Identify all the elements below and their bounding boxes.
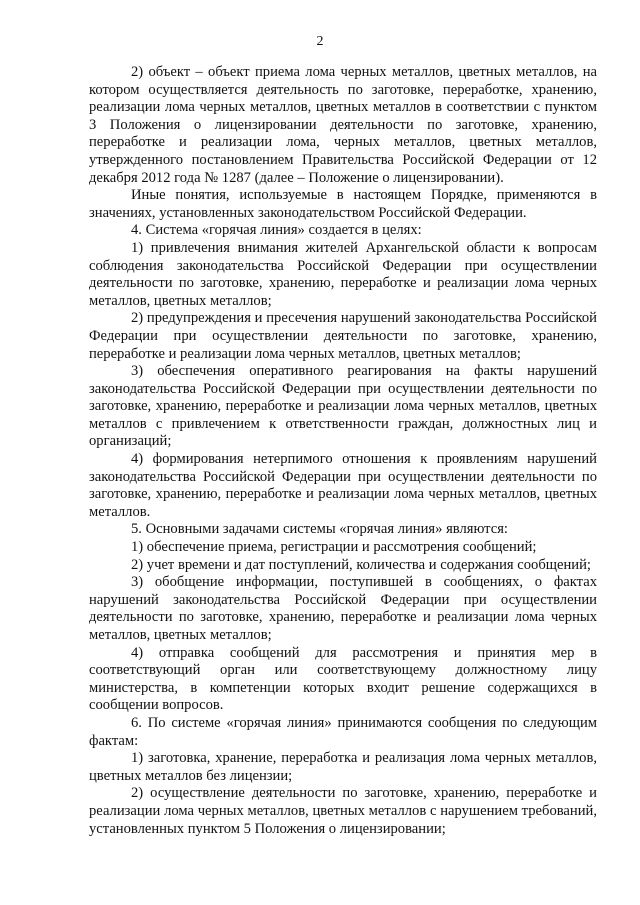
section-6-heading: 6. По системе «горячая линия» принимаются сообщения по следующим фактам:	[89, 714, 597, 749]
section-6-item-2: 2) осуществление деятельности по заготовке, хранению, переработке и реализации лома черных металлов, цветных металлов с нарушением требований, установленных пунктом 5 Положения о лицензировании;	[89, 785, 597, 837]
document-body	[89, 64, 597, 838]
section-4-item-3: 3) обеспечения оперативного реагирования на факты нарушений законодательства Российской Федерации при осуществлении деятельности по заготовке, хранению, переработке и реализации лома черных металлов, цветных металлов с привлечением к ответственности граждан, должностных лиц и организаций;	[89, 363, 597, 450]
section-4-heading: 4. Система «горячая линия» создается в целях:	[131, 222, 422, 239]
section-5-item-4: 4) отправка сообщений для рассмотрения и принятия мер в соответствующий орган или соответствующему должностному лицу министерства, в компетенции которых входит решение содержащихся в сообщении вопросов.	[89, 644, 597, 714]
section-4-item-4: 4) формирования нетерпимого отношения к проявлениям нарушений законодательства Российской Федерации при осуществлении деятельности по заготовке, хранению, переработке и реализации лома черных металлов, цветных металлов.	[89, 451, 597, 520]
section-5-item-3: 3) обобщение информации, поступившей в сообщениях, о фактах нарушений законодательства Российской Федерации при осуществлении деятельности по заготовке, хранению, переработке и реализации лома черных металлов, цветных металлов;	[89, 574, 597, 643]
section-5-heading: 5. Основными задачами системы «горячая линия» являются:	[131, 521, 508, 538]
page-number: 2	[316, 34, 324, 49]
paragraph-definition-object: 2) объект – объект приема лома черных металлов, цветных металлов, на котором осуществляется деятельность по заготовке, переработке, хранению, реализации лома черных металлов, цветных металлов в соответствии с пунктом 3 Положения о лицензировании деятельности по заготовке, хранению, переработке и реализации лома, черных металлов, цветных металлов, утвержденного постановлением Правительства Российской Федерации от 12 декабря 2012 года № 1287 (далее – Положение о лицензировании).	[89, 64, 597, 186]
section-5-item-2: 2) учет времени и дат поступлений, количества и содержания сообщений;	[131, 556, 591, 573]
section-4-item-1: 1) привлечения внимания жителей Архангельской области к вопросам соблюдения законодательства Российской Федерации при осуществлении деятельности по заготовке, хранению, переработке и реализации лома черных металлов, цветных металлов;	[89, 239, 597, 309]
section-5-item-1: 1) обеспечение приема, регистрации и рассмотрения сообщений;	[131, 539, 537, 556]
section-6-item-1: 1) заготовка, хранение, переработка и реализация лома черных металлов, цветных металлов без лицензии;	[89, 750, 597, 784]
paragraph-other-terms: Иные понятия, используемые в настоящем Порядке, применяются в значениях, установленных законодательством Российской Федерации.	[89, 187, 597, 221]
section-4-item-2: 2) предупреждения и пресечения нарушений законодательства Российской Федерации при осуществлении деятельности по заготовке, хранению, переработке и реализации лома черных металлов, цветных металлов;	[89, 310, 597, 362]
